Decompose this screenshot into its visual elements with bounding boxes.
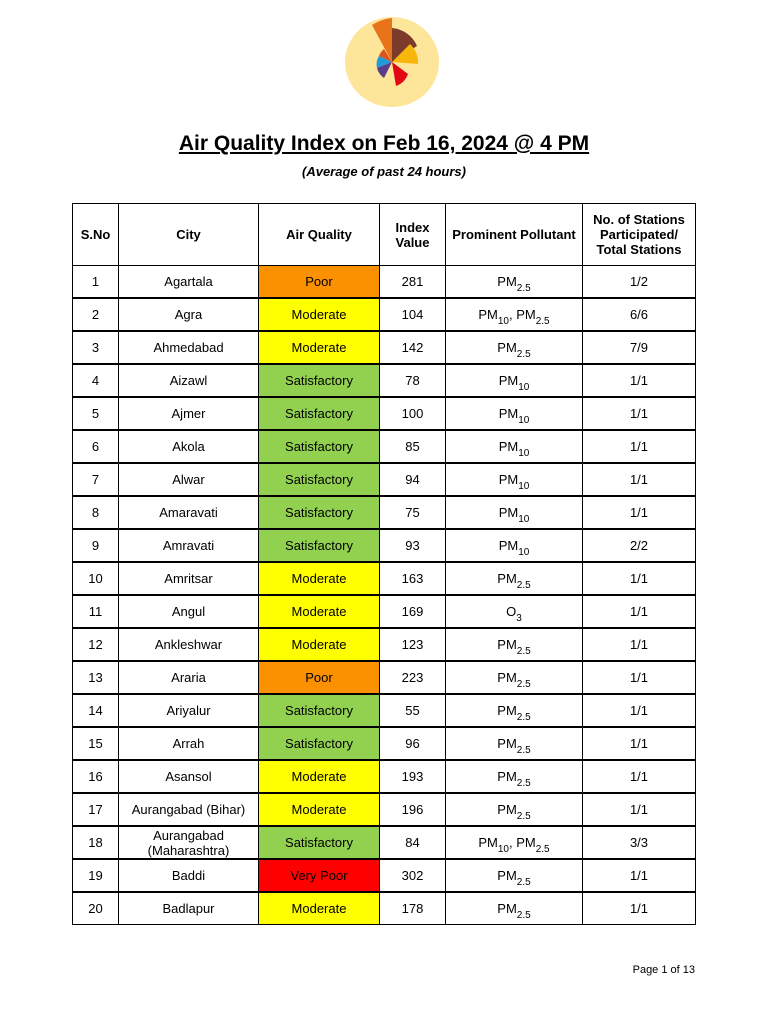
pollutant-name: PM [498, 538, 519, 553]
cell-index-value: 193 [380, 760, 446, 793]
cell-stations: 1/1 [583, 760, 696, 793]
cell-stations: 1/1 [583, 364, 696, 397]
cell-index-value: 96 [380, 727, 446, 760]
pollutant-subscript: 2.5 [516, 349, 531, 360]
cell-sno: 8 [73, 496, 119, 529]
cell-stations: 1/1 [583, 430, 696, 463]
cell-sno: 13 [73, 661, 119, 694]
cell-sno: 6 [73, 430, 119, 463]
pollutant-name: PM [497, 637, 517, 652]
cell-prominent-pollutant [446, 562, 583, 595]
cell-prominent-pollutant: $PM_{10}$, $PM_{2.5}$ [446, 298, 583, 331]
cell-stations: 1/1 [583, 463, 696, 496]
cell-prominent-pollutant [446, 628, 583, 661]
pollutant-name: PM [497, 769, 517, 784]
cell-stations: 2/2 [583, 529, 696, 562]
pollutant-name: PM [497, 340, 517, 355]
cell-sno: 5 [73, 397, 119, 430]
cell-stations: 1/1 [583, 562, 696, 595]
column-header-prominent-pollutant: Prominent Pollutant [446, 204, 583, 266]
page-subtitle: (Average of past 24 hours) [302, 164, 466, 179]
table-row [73, 793, 696, 826]
cell-air-quality: Satisfactory [259, 463, 380, 496]
pollutant-name: PM [497, 802, 517, 817]
cell-air-quality: Poor [259, 661, 380, 694]
table-row [73, 694, 696, 727]
pollutant-subscript: 10 [518, 415, 530, 426]
pollutant-subscript: 10 [518, 547, 530, 558]
cell-city: Akola [119, 430, 259, 463]
cell-city: Ariyalur [119, 694, 259, 727]
cell-index-value: 169 [380, 595, 446, 628]
pollutant-subscript: 10 [497, 844, 509, 855]
cell-air-quality: Very Poor [259, 859, 380, 892]
cell-city: Aurangabad (Maharashtra) [119, 826, 259, 859]
table-row [73, 727, 696, 760]
cell-air-quality: Moderate [259, 331, 380, 364]
cell-stations: 1/1 [583, 859, 696, 892]
cell-air-quality: Moderate [259, 760, 380, 793]
cell-city: Ajmer [119, 397, 259, 430]
cell-city: Baddi [119, 859, 259, 892]
pollutant-subscript: 2.5 [516, 910, 531, 921]
cell-city: Aizawl [119, 364, 259, 397]
cell-city: Badlapur [119, 892, 259, 925]
pollutant-subscript: 2.5 [516, 778, 531, 789]
cell-prominent-pollutant [446, 727, 583, 760]
cell-air-quality: Satisfactory [259, 397, 380, 430]
cell-prominent-pollutant [446, 364, 583, 397]
cell-prominent-pollutant [446, 859, 583, 892]
pollutant-name: PM [516, 835, 536, 850]
pollutant-subscript: 2.5 [516, 580, 531, 591]
pollutant-subscript: 10 [518, 514, 530, 525]
cell-air-quality: Moderate [259, 562, 380, 595]
cell-stations: 1/1 [583, 661, 696, 694]
cell-prominent-pollutant [446, 430, 583, 463]
cell-stations: 1/2 [583, 266, 696, 299]
cell-city: Ankleshwar [119, 628, 259, 661]
cell-prominent-pollutant [446, 793, 583, 826]
pollutant-subscript: 10 [497, 316, 509, 327]
cell-air-quality: Satisfactory [259, 364, 380, 397]
cell-air-quality: Satisfactory [259, 826, 380, 859]
cell-index-value: 223 [380, 661, 446, 694]
pollutant-name: PM [497, 571, 517, 586]
pollutant-name: PM [478, 835, 498, 850]
cell-prominent-pollutant [446, 892, 583, 925]
cell-stations: 1/1 [583, 595, 696, 628]
cell-city: Agartala [119, 266, 259, 299]
page-title: Air Quality Index on Feb 16, 2024 @ 4 PM [178, 132, 590, 155]
pollutant-subscript: 10 [518, 481, 530, 492]
cell-sno: 3 [73, 331, 119, 364]
table-row [73, 628, 696, 661]
cell-prominent-pollutant [446, 331, 583, 364]
table-row [73, 661, 696, 694]
pollutant-name: PM [498, 505, 519, 520]
pollutant-name: PM [498, 472, 519, 487]
table-row [73, 463, 696, 496]
pollutant-name: PM [497, 736, 517, 751]
pollutant-name: PM [498, 406, 519, 421]
cell-stations: 1/1 [583, 397, 696, 430]
cell-index-value: 104 [380, 298, 446, 331]
cell-air-quality: Moderate [259, 298, 380, 331]
cell-sno: 1 [73, 266, 119, 299]
cell-prominent-pollutant [446, 397, 583, 430]
cell-air-quality: Moderate [259, 793, 380, 826]
cell-stations: 1/1 [583, 727, 696, 760]
cell-air-quality: Moderate [259, 628, 380, 661]
pollutant-name: PM [498, 373, 519, 388]
cell-index-value: 123 [380, 628, 446, 661]
cell-city: Agra [119, 298, 259, 331]
cell-air-quality: Satisfactory [259, 496, 380, 529]
cell-index-value: 78 [380, 364, 446, 397]
cell-air-quality: Satisfactory [259, 529, 380, 562]
cell-prominent-pollutant [446, 266, 583, 299]
cell-city: Angul [119, 595, 259, 628]
cell-stations: 3/3 [583, 826, 696, 859]
table-row [73, 760, 696, 793]
table-row [73, 595, 696, 628]
page-number: Page 1 of 13 [632, 964, 695, 976]
cell-city: Aurangabad (Bihar) [119, 793, 259, 826]
cell-city: Asansol [119, 760, 259, 793]
cell-city: Ahmedabad [119, 331, 259, 364]
cell-sno: 11 [73, 595, 119, 628]
pollutant-subscript: 2.5 [516, 679, 531, 690]
pollutant-name: PM [497, 670, 517, 685]
cell-index-value: 281 [380, 266, 446, 299]
table-row [73, 826, 696, 859]
table-row [73, 266, 696, 299]
cell-index-value: 100 [380, 397, 446, 430]
cell-index-value: 163 [380, 562, 446, 595]
cell-air-quality: Satisfactory [259, 727, 380, 760]
pollutant-subscript: 2.5 [516, 877, 531, 888]
cell-city: Amravati [119, 529, 259, 562]
pollutant-subscript: 2.5 [535, 844, 550, 855]
cell-prominent-pollutant [446, 496, 583, 529]
cell-index-value: 178 [380, 892, 446, 925]
cell-sno: 20 [73, 892, 119, 925]
cell-sno: 18 [73, 826, 119, 859]
pollutant-subscript: 10 [518, 448, 530, 459]
pollutant-name: O [506, 604, 517, 619]
aqi-table [72, 203, 696, 925]
cell-sno: 7 [73, 463, 119, 496]
column-header-sno: S.No [73, 204, 119, 266]
cell-stations: 7/9 [583, 331, 696, 364]
cell-city: Araria [119, 661, 259, 694]
cell-index-value: 142 [380, 331, 446, 364]
pollutant-subscript: 2.5 [516, 712, 531, 723]
pollutant-name: PM [516, 307, 536, 322]
column-header-air-quality: Air Quality [259, 204, 380, 266]
pollutant-name: PM [497, 703, 517, 718]
cell-stations: 6/6 [583, 298, 696, 331]
cell-prominent-pollutant [446, 661, 583, 694]
cell-index-value: 85 [380, 430, 446, 463]
column-header-city: City [119, 204, 259, 266]
pollutant-subscript: 2.5 [535, 316, 550, 327]
cell-stations: 1/1 [583, 793, 696, 826]
pollutant-name: PM [497, 901, 517, 916]
cell-index-value: 55 [380, 694, 446, 727]
cell-city: Arrah [119, 727, 259, 760]
cell-prominent-pollutant: $PM_{10}$, $PM_{2.5}$ [446, 826, 583, 859]
table-body [73, 266, 696, 925]
column-header-index-value: Index Value [380, 204, 446, 266]
cell-prominent-pollutant [446, 694, 583, 727]
table-row [73, 364, 696, 397]
cell-prominent-pollutant [446, 529, 583, 562]
cell-city: Amritsar [119, 562, 259, 595]
pollutant-name: PM [478, 307, 498, 322]
table-row [73, 529, 696, 562]
cell-city: Alwar [119, 463, 259, 496]
cell-sno: 12 [73, 628, 119, 661]
pollutant-subscript: 2.5 [516, 283, 531, 294]
table-row [73, 397, 696, 430]
cell-sno: 4 [73, 364, 119, 397]
pollutant-subscript: 10 [518, 382, 530, 393]
pollutant-name: PM [497, 274, 517, 289]
cell-index-value: 94 [380, 463, 446, 496]
cell-sno: 15 [73, 727, 119, 760]
cell-prominent-pollutant [446, 595, 583, 628]
cell-sno: 19 [73, 859, 119, 892]
column-header-stations: No. of Stations Participated/ Total Stations [583, 204, 696, 266]
table-row [73, 298, 696, 331]
table-row [73, 331, 696, 364]
cell-city: Amaravati [119, 496, 259, 529]
cell-prominent-pollutant [446, 760, 583, 793]
cell-index-value: 302 [380, 859, 446, 892]
pollutant-name: PM [498, 439, 519, 454]
cell-air-quality: Satisfactory [259, 694, 380, 727]
pollutant-name: PM [497, 868, 517, 883]
cell-stations: 1/1 [583, 694, 696, 727]
cell-index-value: 84 [380, 826, 446, 859]
cell-air-quality: Satisfactory [259, 430, 380, 463]
cell-air-quality: Poor [259, 266, 380, 299]
pollutant-subscript: 2.5 [516, 745, 531, 756]
cell-stations: 1/1 [583, 496, 696, 529]
cell-prominent-pollutant [446, 463, 583, 496]
table-row [73, 562, 696, 595]
cell-sno: 14 [73, 694, 119, 727]
cell-index-value: 93 [380, 529, 446, 562]
cell-air-quality: Moderate [259, 892, 380, 925]
cell-sno: 10 [73, 562, 119, 595]
table-row [73, 859, 696, 892]
cell-stations: 1/1 [583, 628, 696, 661]
pollutant-subscript: 3 [516, 613, 522, 624]
table-row [73, 430, 696, 463]
pollutant-subscript: 2.5 [516, 646, 531, 657]
cell-sno: 2 [73, 298, 119, 331]
cell-index-value: 75 [380, 496, 446, 529]
cell-index-value: 196 [380, 793, 446, 826]
table-header-row [73, 204, 696, 266]
pollutant-subscript: 2.5 [516, 811, 531, 822]
cell-stations: 1/1 [583, 892, 696, 925]
cell-sno: 17 [73, 793, 119, 826]
aqi-logo [344, 16, 440, 108]
table-row [73, 892, 696, 925]
cell-sno: 16 [73, 760, 119, 793]
table-row [73, 496, 696, 529]
cell-air-quality: Moderate [259, 595, 380, 628]
cell-sno: 9 [73, 529, 119, 562]
